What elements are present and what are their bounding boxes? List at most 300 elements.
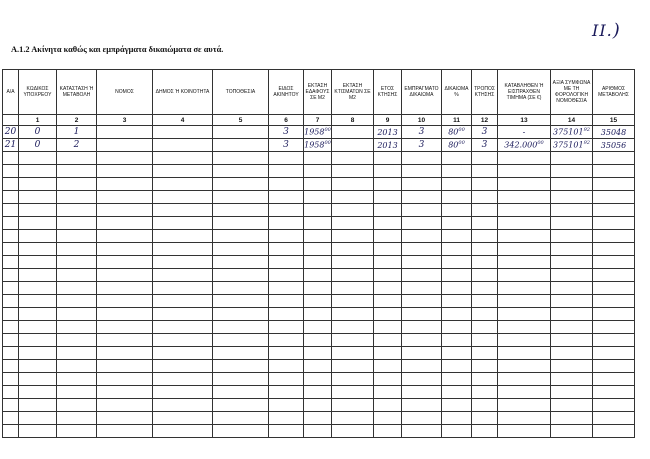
cell-percent: $80^{00}$ — [442, 139, 472, 152]
empty-cell — [3, 230, 19, 243]
empty-cell — [332, 217, 374, 230]
empty-cell — [19, 191, 57, 204]
empty-cell — [551, 217, 593, 230]
empty-row — [3, 308, 635, 321]
empty-cell — [402, 152, 442, 165]
empty-cell — [213, 412, 269, 425]
column-number: 1 — [19, 115, 57, 126]
empty-cell — [442, 152, 472, 165]
empty-cell — [97, 256, 153, 269]
empty-cell — [153, 243, 213, 256]
header-cell: ΕΜΠΡΑΓΜΑΤΟ ΔΙΚΑΙΩΜΑ — [402, 70, 442, 115]
empty-cell — [304, 243, 332, 256]
empty-cell — [442, 165, 472, 178]
empty-cell — [269, 373, 304, 386]
empty-cell — [19, 399, 57, 412]
empty-cell — [19, 295, 57, 308]
empty-cell — [472, 191, 498, 204]
empty-cell — [551, 347, 593, 360]
empty-cell — [19, 152, 57, 165]
empty-cell — [551, 269, 593, 282]
empty-cell — [498, 360, 551, 373]
empty-cell — [57, 191, 97, 204]
empty-row — [3, 399, 635, 412]
header-cell: ΑΞΙΑ ΣΥΜΦΩΝΑ ΜΕ ΤΗ ΦΟΡΟΛΟΓΙΚΗ ΝΟΜΟΘΕΣΙΑ — [551, 70, 593, 115]
empty-cell — [402, 321, 442, 334]
empty-cell — [593, 178, 635, 191]
empty-cell — [593, 295, 635, 308]
empty-cell — [442, 386, 472, 399]
empty-cell — [57, 217, 97, 230]
column-number: 10 — [402, 115, 442, 126]
empty-row — [3, 256, 635, 269]
empty-cell — [374, 256, 402, 269]
empty-cell — [304, 256, 332, 269]
empty-cell — [97, 165, 153, 178]
empty-cell — [3, 386, 19, 399]
empty-cell — [153, 269, 213, 282]
empty-cell — [57, 256, 97, 269]
empty-cell — [498, 425, 551, 438]
empty-cell — [57, 178, 97, 191]
empty-cell — [57, 269, 97, 282]
empty-row — [3, 269, 635, 282]
empty-cell — [304, 399, 332, 412]
empty-cell — [374, 178, 402, 191]
empty-cell — [213, 204, 269, 217]
empty-cell — [269, 269, 304, 282]
empty-cell — [269, 360, 304, 373]
empty-cell — [374, 360, 402, 373]
empty-cell — [402, 347, 442, 360]
empty-cell — [374, 425, 402, 438]
empty-cell — [269, 308, 304, 321]
empty-cell — [332, 230, 374, 243]
cell-tax-value: 375101$^{92}$ — [551, 126, 593, 139]
empty-cell — [269, 425, 304, 438]
empty-row — [3, 321, 635, 334]
header-cell: ΕΤΟΣ ΚΤΗΣΗΣ — [374, 70, 402, 115]
empty-row — [3, 347, 635, 360]
column-number: 7 — [304, 115, 332, 126]
column-number: 8 — [332, 115, 374, 126]
empty-cell — [593, 191, 635, 204]
empty-cell — [153, 295, 213, 308]
empty-cell — [593, 152, 635, 165]
empty-cell — [374, 412, 402, 425]
empty-cell — [332, 269, 374, 282]
empty-cell — [153, 321, 213, 334]
empty-cell — [374, 399, 402, 412]
empty-row — [3, 217, 635, 230]
empty-cell — [551, 373, 593, 386]
empty-cell — [402, 282, 442, 295]
empty-cell — [402, 425, 442, 438]
empty-cell — [593, 243, 635, 256]
cell-building-area — [332, 139, 374, 152]
empty-row — [3, 165, 635, 178]
empty-cell — [304, 386, 332, 399]
empty-cell — [19, 373, 57, 386]
empty-cell — [472, 165, 498, 178]
empty-cell — [498, 256, 551, 269]
empty-cell — [442, 243, 472, 256]
empty-cell — [97, 269, 153, 282]
empty-cell — [153, 360, 213, 373]
empty-cell — [3, 321, 19, 334]
cell-year: 2013 — [374, 126, 402, 139]
empty-cell — [19, 347, 57, 360]
empty-cell — [213, 334, 269, 347]
empty-cell — [19, 204, 57, 217]
cell-aa: 20 — [3, 126, 19, 139]
empty-cell — [498, 243, 551, 256]
empty-cell — [402, 217, 442, 230]
empty-cell — [269, 217, 304, 230]
empty-cell — [402, 191, 442, 204]
empty-cell — [332, 295, 374, 308]
empty-cell — [442, 399, 472, 412]
empty-cell — [213, 308, 269, 321]
empty-cell — [97, 347, 153, 360]
empty-cell — [442, 282, 472, 295]
empty-cell — [498, 334, 551, 347]
empty-cell — [97, 191, 153, 204]
empty-cell — [269, 347, 304, 360]
empty-cell — [153, 152, 213, 165]
cell-acquisition: 3 — [472, 126, 498, 139]
empty-cell — [374, 347, 402, 360]
cell-land-area: 1958$^{00}$ — [304, 140, 331, 150]
empty-cell — [57, 282, 97, 295]
empty-cell — [551, 399, 593, 412]
header-cell: ΚΩΔΙΚΟΣ ΥΠΟΧΡΕΟΥ — [19, 70, 57, 115]
empty-cell — [498, 269, 551, 282]
empty-cell — [19, 165, 57, 178]
empty-cell — [374, 243, 402, 256]
empty-cell — [442, 425, 472, 438]
empty-cell — [269, 152, 304, 165]
empty-cell — [551, 165, 593, 178]
empty-cell — [304, 308, 332, 321]
empty-cell — [442, 295, 472, 308]
empty-cell — [472, 425, 498, 438]
column-number: 5 — [213, 115, 269, 126]
empty-cell — [153, 399, 213, 412]
empty-cell — [551, 230, 593, 243]
empty-cell — [97, 334, 153, 347]
empty-cell — [57, 425, 97, 438]
empty-cell — [269, 256, 304, 269]
empty-cell — [472, 373, 498, 386]
empty-cell — [213, 347, 269, 360]
empty-cell — [442, 308, 472, 321]
empty-cell — [402, 269, 442, 282]
empty-cell — [97, 295, 153, 308]
cell-type: 3 — [269, 139, 304, 152]
empty-cell — [472, 282, 498, 295]
empty-cell — [3, 152, 19, 165]
column-number: 6 — [269, 115, 304, 126]
empty-row — [3, 386, 635, 399]
empty-cell — [332, 308, 374, 321]
empty-cell — [213, 386, 269, 399]
empty-cell — [442, 269, 472, 282]
cell-year: 2013 — [374, 139, 402, 152]
empty-cell — [498, 191, 551, 204]
empty-cell — [269, 204, 304, 217]
empty-cell — [19, 334, 57, 347]
empty-cell — [19, 243, 57, 256]
empty-cell — [19, 425, 57, 438]
empty-cell — [472, 152, 498, 165]
empty-cell — [374, 282, 402, 295]
empty-cell — [593, 334, 635, 347]
empty-cell — [213, 217, 269, 230]
empty-cell — [593, 347, 635, 360]
empty-cell — [498, 308, 551, 321]
empty-cell — [97, 412, 153, 425]
empty-cell — [374, 334, 402, 347]
empty-cell — [97, 399, 153, 412]
empty-cell — [3, 360, 19, 373]
empty-cell — [3, 399, 19, 412]
header-cell: ΝΟΜΟΣ — [97, 70, 153, 115]
empty-cell — [402, 386, 442, 399]
empty-cell — [442, 334, 472, 347]
empty-cell — [374, 217, 402, 230]
empty-cell — [374, 152, 402, 165]
empty-cell — [57, 399, 97, 412]
empty-cell — [153, 178, 213, 191]
empty-cell — [593, 256, 635, 269]
empty-cell — [269, 230, 304, 243]
empty-cell — [332, 282, 374, 295]
empty-cell — [3, 269, 19, 282]
empty-cell — [97, 360, 153, 373]
empty-cell — [472, 386, 498, 399]
empty-cell — [19, 412, 57, 425]
empty-cell — [97, 230, 153, 243]
empty-cell — [498, 204, 551, 217]
empty-cell — [19, 256, 57, 269]
empty-cell — [332, 425, 374, 438]
cell-code: 0 — [19, 139, 57, 152]
empty-cell — [551, 425, 593, 438]
empty-cell — [472, 256, 498, 269]
empty-cell — [498, 399, 551, 412]
empty-cell — [97, 308, 153, 321]
empty-cell — [153, 256, 213, 269]
empty-cell — [97, 425, 153, 438]
assets-table — [2, 69, 635, 438]
empty-cell — [19, 217, 57, 230]
cell-price: - — [498, 126, 551, 139]
empty-cell — [402, 204, 442, 217]
empty-cell — [332, 321, 374, 334]
empty-row — [3, 204, 635, 217]
empty-cell — [442, 360, 472, 373]
empty-cell — [19, 360, 57, 373]
empty-cell — [304, 334, 332, 347]
empty-cell — [57, 347, 97, 360]
empty-cell — [402, 295, 442, 308]
empty-row — [3, 334, 635, 347]
empty-cell — [97, 152, 153, 165]
empty-cell — [213, 230, 269, 243]
header-cell: ΕΚΤΑΣΗ ΕΔΑΦΟΥΣ ΣΕ Μ2 — [304, 70, 332, 115]
empty-cell — [3, 243, 19, 256]
empty-cell — [19, 269, 57, 282]
empty-cell — [19, 308, 57, 321]
empty-cell — [332, 412, 374, 425]
empty-cell — [374, 269, 402, 282]
empty-cell — [153, 282, 213, 295]
empty-row — [3, 152, 635, 165]
empty-cell — [213, 425, 269, 438]
empty-cell — [213, 191, 269, 204]
empty-cell — [57, 243, 97, 256]
empty-cell — [213, 360, 269, 373]
empty-cell — [402, 360, 442, 373]
empty-cell — [57, 152, 97, 165]
empty-cell — [57, 373, 97, 386]
column-number: 12 — [472, 115, 498, 126]
column-number: 15 — [593, 115, 635, 126]
empty-cell — [304, 191, 332, 204]
empty-cell — [593, 269, 635, 282]
header-cell: ΔΗΜΟΣ Ή ΚΟΙΝΟΤΗΤΑ — [153, 70, 213, 115]
header-cell: ΕΚΤΑΣΗ ΚΤΙΣΜΑΤΩΝ ΣΕ Μ2 — [332, 70, 374, 115]
empty-cell — [19, 282, 57, 295]
empty-cell — [19, 386, 57, 399]
empty-cell — [332, 334, 374, 347]
empty-cell — [498, 386, 551, 399]
empty-cell — [213, 321, 269, 334]
empty-cell — [472, 178, 498, 191]
empty-cell — [269, 295, 304, 308]
empty-cell — [374, 386, 402, 399]
empty-cell — [269, 178, 304, 191]
empty-cell — [472, 295, 498, 308]
empty-cell — [374, 230, 402, 243]
empty-cell — [153, 204, 213, 217]
column-number: 13 — [498, 115, 551, 126]
empty-cell — [498, 282, 551, 295]
empty-cell — [213, 373, 269, 386]
empty-cell — [213, 256, 269, 269]
empty-cell — [304, 230, 332, 243]
empty-cell — [498, 217, 551, 230]
empty-cell — [213, 152, 269, 165]
empty-cell — [402, 334, 442, 347]
cell-location — [213, 126, 269, 139]
empty-cell — [593, 204, 635, 217]
empty-cell — [304, 412, 332, 425]
empty-cell — [593, 321, 635, 334]
empty-cell — [97, 217, 153, 230]
empty-cell — [153, 217, 213, 230]
empty-cell — [332, 152, 374, 165]
empty-cell — [472, 334, 498, 347]
empty-cell — [3, 178, 19, 191]
empty-cell — [402, 399, 442, 412]
empty-cell — [57, 412, 97, 425]
empty-cell — [332, 360, 374, 373]
cell-price: 342.000$^{00}$ — [498, 139, 551, 152]
empty-cell — [551, 334, 593, 347]
empty-cell — [442, 178, 472, 191]
empty-row — [3, 230, 635, 243]
empty-cell — [442, 230, 472, 243]
empty-cell — [304, 347, 332, 360]
empty-cell — [153, 308, 213, 321]
empty-cell — [498, 165, 551, 178]
column-number: 4 — [153, 115, 213, 126]
empty-cell — [304, 152, 332, 165]
empty-cell — [374, 373, 402, 386]
empty-cell — [332, 373, 374, 386]
empty-cell — [153, 191, 213, 204]
header-cell: ΚΑΤΑΒΛΗΘΕΝ Ή ΕΙΣΠΡΑΧΘΕΝ ΤΙΜΗΜΑ (ΣΕ €) — [498, 70, 551, 115]
empty-cell — [332, 256, 374, 269]
cell-code: 0 — [19, 126, 57, 139]
empty-cell — [304, 178, 332, 191]
empty-cell — [402, 373, 442, 386]
empty-cell — [153, 386, 213, 399]
empty-cell — [153, 165, 213, 178]
empty-cell — [442, 321, 472, 334]
cell-percent: $80^{00}$ — [442, 126, 472, 139]
empty-cell — [498, 295, 551, 308]
page-number-mark: II.) — [592, 20, 621, 41]
empty-cell — [57, 334, 97, 347]
empty-cell — [57, 295, 97, 308]
empty-cell — [304, 269, 332, 282]
cell-aa: 21 — [3, 139, 19, 152]
header-cell: ΕΙΔΟΣ ΑΚΙΝΗΤΟΥ — [269, 70, 304, 115]
empty-row — [3, 282, 635, 295]
empty-row — [3, 373, 635, 386]
empty-cell — [269, 282, 304, 295]
empty-cell — [97, 386, 153, 399]
empty-cell — [402, 412, 442, 425]
header-cell: ΤΡΟΠΟΣ ΚΤΗΣΗΣ — [472, 70, 498, 115]
empty-cell — [498, 412, 551, 425]
empty-cell — [269, 165, 304, 178]
empty-cell — [213, 282, 269, 295]
empty-cell — [374, 321, 402, 334]
empty-cell — [593, 308, 635, 321]
empty-cell — [304, 360, 332, 373]
empty-cell — [304, 373, 332, 386]
header-cell: ΚΑΤΑΣΤΑΣΗ Ή ΜΕΤΑΒΟΛΗ — [57, 70, 97, 115]
empty-cell — [269, 321, 304, 334]
empty-cell — [332, 204, 374, 217]
empty-cell — [19, 321, 57, 334]
empty-row — [3, 295, 635, 308]
cell-municipality — [153, 139, 213, 152]
empty-cell — [551, 295, 593, 308]
empty-cell — [57, 204, 97, 217]
empty-cell — [442, 412, 472, 425]
empty-cell — [472, 243, 498, 256]
empty-cell — [374, 165, 402, 178]
empty-cell — [374, 295, 402, 308]
empty-cell — [213, 243, 269, 256]
empty-cell — [153, 230, 213, 243]
empty-cell — [269, 334, 304, 347]
